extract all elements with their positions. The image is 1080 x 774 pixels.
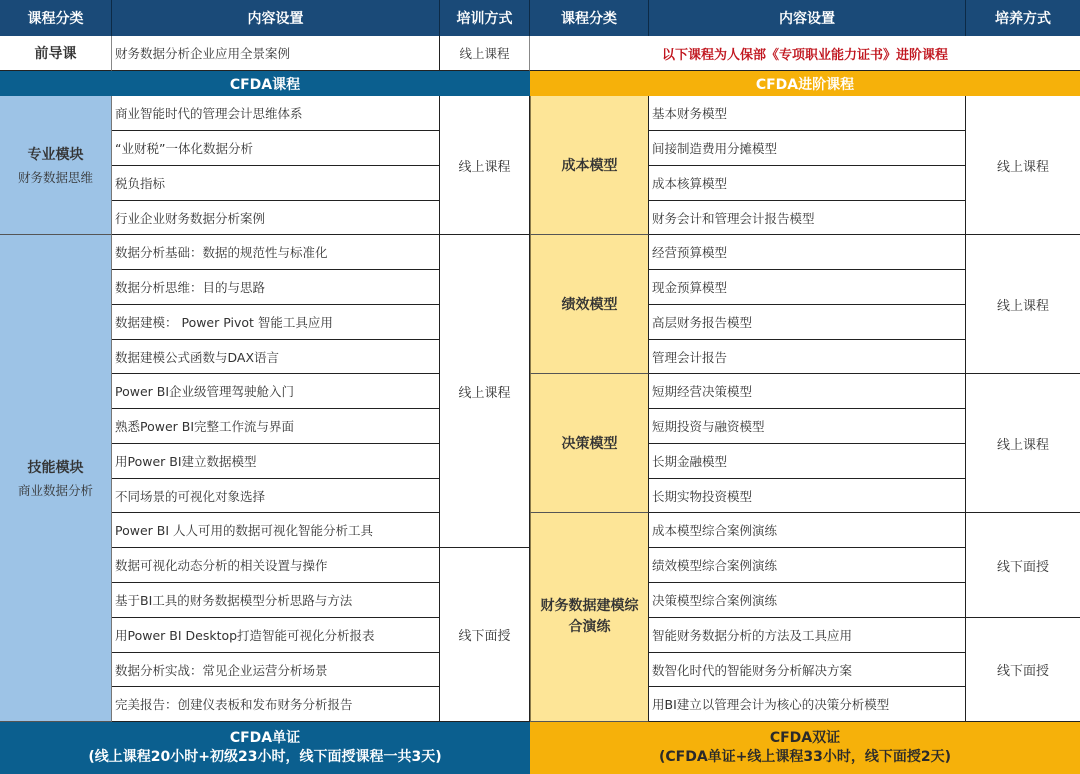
left-item: 用Power BI建立数据模型	[112, 444, 440, 479]
right-item: 智能财务数据分析的方法及工具应用	[649, 618, 966, 653]
intro-category: 前导课	[0, 36, 112, 71]
footer-dual-title: CFDA双证	[769, 730, 841, 746]
right-header-method: 培养方式	[966, 0, 1080, 36]
left-method-online-2: 线上课程	[440, 235, 530, 548]
left-item: 熟悉Power BI完整工作流与界面	[112, 409, 440, 444]
right-item: 成本模型综合案例演练	[649, 513, 966, 548]
right-item: 基本财务模型	[649, 96, 966, 131]
right-item: 短期投资与融资模型	[649, 409, 966, 444]
module-professional	[0, 96, 112, 235]
left-header-category: 课程分类	[0, 0, 112, 36]
left-item: 数据建模公式函数与DAX语言	[112, 340, 440, 374]
left-header-content: 内容设置	[112, 0, 440, 36]
right-item: 绩效模型综合案例演练	[649, 548, 966, 583]
left-method-offline: 线下面授	[440, 548, 530, 722]
category-comprehensive-practice: 财务数据建模综合演练	[530, 513, 649, 722]
footer-single-detail: (线上课程20小时+初级23小时，线下面授课程一共3天)	[88, 749, 442, 765]
right-item: 长期实物投资模型	[649, 479, 966, 513]
right-item: 管理会计报告	[649, 340, 966, 374]
right-header-category: 课程分类	[530, 0, 649, 36]
left-item: 数据可视化动态分析的相关设置与操作	[112, 548, 440, 583]
left-method-online-1: 线上课程	[440, 96, 530, 235]
right-item: 高层财务报告模型	[649, 305, 966, 340]
cfda-course-band: CFDA课程	[0, 71, 530, 96]
left-item: 行业企业财务数据分析案例	[112, 201, 440, 235]
module-subtitle: 财务数据思维	[17, 170, 93, 185]
right-item: 间接制造费用分摊模型	[649, 131, 966, 166]
right-item: 短期经营决策模型	[649, 374, 966, 409]
left-item: Power BI企业级管理驾驶舱入门	[112, 374, 440, 409]
right-item: 数智化时代的智能财务分析解决方案	[649, 653, 966, 687]
footer-single-title: CFDA单证	[229, 730, 301, 746]
right-method-offline-1: 线下面授	[966, 513, 1080, 618]
category-performance-model: 绩效模型	[530, 235, 649, 374]
left-item: 不同场景的可视化对象选择	[112, 479, 440, 513]
left-item: 基于BI工具的财务数据模型分析思路与方法	[112, 583, 440, 618]
left-header-method: 培训方式	[440, 0, 530, 36]
left-item: 商业智能时代的管理会计思维体系	[112, 96, 440, 131]
right-item: 决策模型综合案例演练	[649, 583, 966, 618]
module-title: 专业模块	[27, 147, 84, 163]
cfda-advanced-band: CFDA进阶课程	[530, 71, 1080, 96]
right-item: 财务会计和管理会计报告模型	[649, 201, 966, 235]
category-decision-model: 决策模型	[530, 374, 649, 513]
intro-content: 财务数据分析企业应用全景案例	[112, 36, 440, 71]
intro-method: 线上课程	[440, 36, 530, 71]
left-item: 数据分析实战：常见企业运营分析场景	[112, 653, 440, 687]
footer-single-cert	[0, 722, 530, 774]
left-item: 数据建模： Power Pivot 智能工具应用	[112, 305, 440, 340]
right-item: 经营预算模型	[649, 235, 966, 270]
right-method-performance: 线上课程	[966, 235, 1080, 374]
category-cost-model: 成本模型	[530, 96, 649, 235]
module-subtitle: 商业数据分析	[17, 483, 93, 498]
module-skills	[0, 235, 112, 722]
module-title: 技能模块	[27, 460, 84, 476]
right-item: 长期金融模型	[649, 444, 966, 479]
notice-text: 以下课程为人保部《专项职业能力证书》进阶课程	[530, 36, 1080, 71]
right-item: 现金预算模型	[649, 270, 966, 305]
left-item: 数据分析基础：数据的规范性与标准化	[112, 235, 440, 270]
left-item: “业财税”一体化数据分析	[112, 131, 440, 166]
right-header-content: 内容设置	[649, 0, 966, 36]
footer-dual-detail: (CFDA单证+线上课程33小时，线下面授2天)	[658, 749, 952, 765]
left-item: 用Power BI Desktop打造智能可视化分析报表	[112, 618, 440, 653]
right-item: 用BI建立以管理会计为核心的决策分析模型	[649, 687, 966, 722]
footer-dual-cert	[530, 722, 1080, 774]
right-method-offline-2: 线下面授	[966, 618, 1080, 722]
right-method-decision: 线上课程	[966, 374, 1080, 513]
left-item: 税负指标	[112, 166, 440, 201]
right-item: 成本核算模型	[649, 166, 966, 201]
left-item: Power BI 人人可用的数据可视化智能分析工具	[112, 513, 440, 548]
right-method-cost: 线上课程	[966, 96, 1080, 235]
left-item: 完美报告：创建仪表板和发布财务分析报告	[112, 687, 440, 722]
left-item: 数据分析思维：目的与思路	[112, 270, 440, 305]
